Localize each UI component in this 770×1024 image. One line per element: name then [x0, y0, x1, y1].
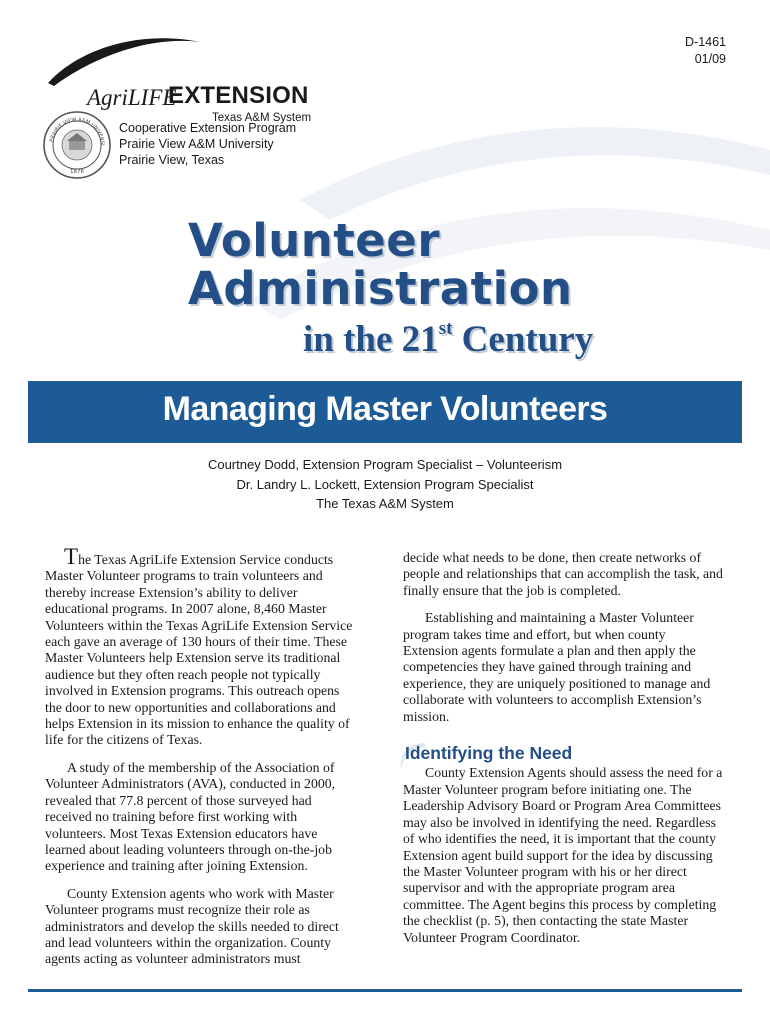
right-column [403, 550, 723, 957]
authors-block [0, 455, 770, 514]
author-1: Courtney Dodd, Extension Program Specialist – Volunteerism [207, 457, 563, 472]
paragraph-intro-text: he Texas AgriLife Extension Service conducts Master Volunteer programs to train volunteers and thereby increase Extension’s ability to deliver educational programs. In 2007 alone, 8,460 Master Volunteers within the Texas AgriLife Extension Service each gave an average of 130 hours of their time. These Master Volunteers help Extension serve its traditional audience but they often reach people not typically involved in Extension programs. This outreach opens the door to new opportunities and collaborations and helps Extension in its mission to enhance the quality of life for the citizens of Texas. [45, 552, 353, 748]
document-code [685, 34, 726, 68]
paragraph-agents-role: County Extension agents who work with Master Volunteer programs must recognize their role as administrators and develop the skills needed to direct and lead volunteers within the organization. County agents acting as volunteer administrators must [45, 885, 339, 967]
coop-line-1: Cooperative Extension Program [119, 121, 297, 135]
section-heading-text: Identifying the Need [405, 743, 573, 764]
title-administration: Administration [188, 262, 573, 315]
logo-agrilife-text: AgriLIFE [87, 85, 177, 110]
title-century [303, 318, 593, 361]
author-2: Dr. Landry L. Lockett, Extension Program Specialist [236, 476, 534, 492]
left-column [45, 544, 357, 979]
title-century-post: Century [452, 319, 594, 360]
paragraph-identifying-need: County Extension Agents should assess the need for a Master Volunteer program before initiating one. The Leadership Advisory Board or Program Area Committees may also be involved in identifying the need. Regardless of who identifies the need, it is important that the county Extension agent build support for the idea by discussing the Master Volunteer program with his or her direct supervisor and with the appropriate program area committee. The Agent begins this process by completing the checklist (p. 5), then contacting the state Master Volunteer Program Coordinator. [403, 765, 723, 945]
pvamu-seal-icon [42, 110, 112, 180]
coop-line-3: Prairie View, Texas [119, 153, 225, 167]
logo-system-text: Texas A&M System [212, 112, 312, 124]
footer-rule [28, 989, 742, 992]
cooperative-program-block [119, 120, 296, 168]
logo-extension-text: EXTENSION [168, 82, 309, 109]
title-century-pre: in the 21 [303, 319, 439, 360]
banner-title: Managing Master Volunteers [162, 390, 608, 428]
svg-text:PRAIRIE VIEW A&M UNIVERSITY: PRAIRIE VIEW A&M UNIVERSI [49, 116, 106, 146]
paragraph-establishing: Establishing and maintaining a Master Volunteer program takes time and effort, but when county Extension agents formulate a plan and then apply the competencies they have gained through training and experience, they are uniquely positioned to manage and collaborate with volunteers to accomplish Extension’s mission. [403, 610, 711, 724]
svg-text:1876: 1876 [70, 169, 84, 175]
author-affiliation: The Texas A&M System [316, 496, 454, 511]
title-volunteer: Volunteer [188, 214, 441, 267]
agrilife-extension-logo [40, 28, 320, 124]
title-century-sup: st [438, 318, 453, 339]
document-number: D-1461 [685, 35, 726, 49]
subtitle-banner [28, 381, 742, 443]
logo-swoosh-icon [40, 28, 320, 88]
paragraph-ava-study: A study of the membership of the Association of Volunteer Administrators (AVA), conducted in 2000, revealed that 77.8 percent of those surveyed had received no training before first working with volunteers. Most Texas Extension educators have learned about leading volunteers through on-the-job experience and training after joining Extension. [45, 759, 336, 874]
document-date: 01/09 [694, 52, 726, 66]
coop-line-2: Prairie View A&M University [119, 137, 274, 151]
paragraph-intro [45, 544, 357, 749]
paragraph-decide: decide what needs to be done, then create networks of people and relationships that can accomplish the task, and finally ensure that the job is completed. [403, 550, 723, 598]
section-heading [403, 743, 723, 764]
drop-cap: T [64, 544, 79, 569]
